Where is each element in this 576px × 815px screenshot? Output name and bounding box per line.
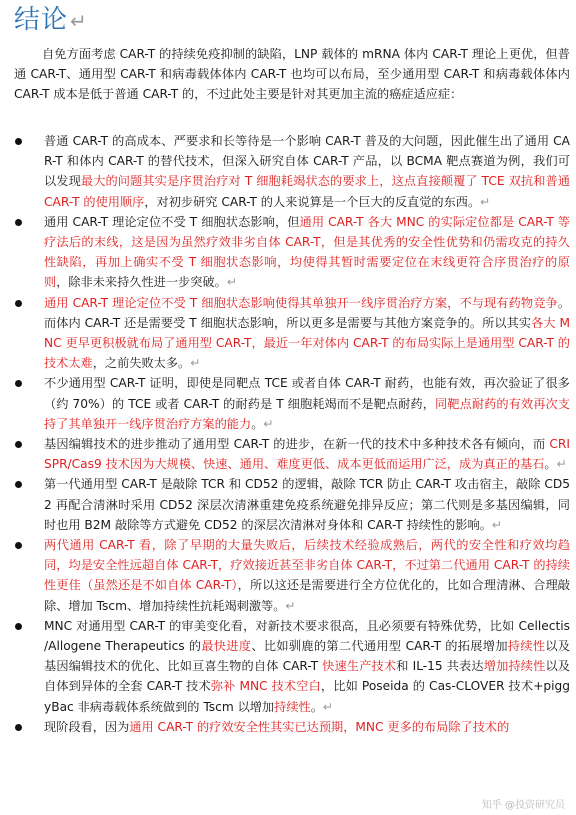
bullet-dot-icon <box>15 542 22 549</box>
intro-paragraph: 自免方面考虑 CAR-T 的持续免疫抑制的缺陷，LNP 载体的 mRNA 体内 CAR-T 理论上更优，但普通 CAR-T、通用型 CAR-T 和病毒载体体内 CAR-T 也均可以布局，至少通用型 CAR-T 和病毒载体体内 CAR-T 成本是低于普通 CAR-T 的，不过此处主要是针对其更加主流的癌症适应症： <box>14 47 570 102</box>
bullet-dot-icon <box>15 623 22 630</box>
bullet-text: 以及基因编辑技术的优化、比如亘喜生物的自体 CAR-T <box>44 639 571 674</box>
bullet-text: 。 <box>310 699 323 714</box>
bullet-dot-icon <box>15 441 22 448</box>
highlighted-text: 通用 CAR-T 的疗效安全性其实已达预期，MNC 更多的布局除了技术的 <box>129 719 510 734</box>
bullet-text: 。而体内 CAR-T 还是需要受 T 细胞状态影响，所以更多是需要与其他方案竞争的。所以其实 <box>44 295 570 330</box>
bullet-dot-icon <box>15 724 22 731</box>
bullet-text: 。 <box>251 416 264 431</box>
bullet-item <box>0 717 576 737</box>
highlighted-text: 持续性 <box>507 639 546 654</box>
bullet-dot-icon <box>15 138 22 145</box>
bullet-text: ，除非未来持久性进一步突破。 <box>56 275 227 290</box>
bullet-text: 基因编辑技术的进步推动了通用型 CAR-T 的进步，在新一代的技术中多种技术各有倾向，而 <box>44 437 550 452</box>
bullet-item <box>0 474 576 535</box>
highlighted-text: CRISPR/Cas9 技术因为大规模、快速、通用、难度更低、成本更低而运用广泛，成为真正的基石 <box>44 437 570 472</box>
bullet-text: ，比如 Poseida 的 Cas-CLOVER 技术+piggyBac 非病毒载体系统做到的 Tscm 以增加 <box>44 679 570 714</box>
highlighted-text: 快速生产技术 <box>322 659 397 674</box>
bullet-item <box>0 616 576 717</box>
conclusion-bullet-list <box>0 131 576 737</box>
highlighted-text: 弥补 MNC 技术空白 <box>210 679 321 694</box>
highlighted-text: 最快进度 <box>201 639 252 654</box>
bullet-item <box>0 535 576 616</box>
highlighted-text: 最大的问题其实是序贯治疗对 T 细胞耗竭状态的要求上，这点直接颠覆了 TCE 双抗和普通 CAR-T 的使用顺序 <box>44 174 570 209</box>
bullet-text: ，对初步研究 CAR-T 的人来说算是一个巨大的反直觉的东西。 <box>144 194 481 209</box>
paragraph-mark: ↵ <box>322 699 334 714</box>
highlighted-text: 持续性 <box>274 699 311 714</box>
highlighted-text: 两代通用 CAR-T 看，除了早期的大量失败后，后续技术经验成熟后，两代的安全性和疗效均趋同，均是安全性远超自体 CAR-T，疗效接近甚至非劣自体 CAR-T，不过第二代通用 CAR-T 的持续性更佳（虽然还是不如自体 CAR-T） <box>44 538 570 593</box>
section-title-text: 结论 <box>14 5 69 35</box>
bullet-dot-icon <box>15 481 22 488</box>
paragraph-mark: ↵ <box>190 356 201 371</box>
watermark: 知乎 @投资研究员 <box>479 796 568 811</box>
bullet-item <box>0 293 576 374</box>
bullet-item <box>0 434 576 474</box>
paragraph-mark: ↵ <box>70 9 88 33</box>
bullet-item <box>0 212 576 293</box>
bullet-text: 第一代通用型 CAR-T 是敲除 TCR 和 CD52 的逻辑，敲除 TCR 防止 CAR-T 攻击宿主，敲除 CD52 再配合清淋时采用 CD52 深层次清淋重建免疫系统避免排异反应；第二代则是多基因编辑，同时也用 B2M 敲除等方式避免 CD52 的深层次清淋对身体和 CAR-T 持续性的影响。 <box>44 477 570 532</box>
bullet-text: ，之前失败太多。 <box>92 356 191 371</box>
bullet-text: ，所以这还是需要进行全方位优化的，比如合理清淋、合理敲除、增加 Tscm、增加持续性抗耗竭刺激等。 <box>44 578 570 613</box>
bullet-text: 。 <box>544 457 557 472</box>
bullet-text: 和 IL-15 共表达 <box>396 659 484 674</box>
bullet-text: 普通 CAR-T 的高成本、严要求和长等待是一个影响 CAR-T 普及的大问题，因此催生出了通用 CAR-T 和体内 CAR-T 的替代技术，但深入研究自体 CAR-T 产品，以 BCMA 靶点赛道为例，我们可以发现 <box>44 134 570 189</box>
bullet-dot-icon <box>15 219 22 226</box>
highlighted-text: 增加持续性 <box>483 659 546 674</box>
highlighted-text: 通用 CAR-T 各大 MNC 的实际定位都是 CAR-T 等疗法后的末线，这是因为虽然疗效非劣自体 CAR-T，但是其优秀的安全性优势和仍需攻克的持久性缺陷，再加上确实不受 T 细胞状态影响，均使得其暂时需要定位在末线更符合序贯治疗的原则 <box>44 214 570 290</box>
highlighted-text: 同靶点耐药的有效再次支持了其单独开一线序贯治疗方案的能力 <box>44 396 570 431</box>
bullet-text: 不少通用型 CAR-T 证明，即使是同靶点 TCE 或者自体 CAR-T 耐药，也能有效，再次验证了很多（约 70%）的 TCE 或者 CAR-T 的耐药是 T 细胞耗竭而不是靶点耐药， <box>44 376 570 411</box>
paragraph-mark: ↵ <box>491 517 503 532</box>
bullet-text: 以及自体到异体的全套 CAR-T 技术 <box>44 659 571 694</box>
paragraph-mark: ↵ <box>480 194 491 209</box>
bullet-text: 现阶段看，因为 <box>44 719 130 734</box>
bullet-text: 通用 CAR-T 理论定位不受 T 细胞状态影响，但 <box>44 214 300 229</box>
bullet-item <box>0 373 576 434</box>
bullet-text: 、比如驯鹿的第二代通用型 CAR-T 的拓展增加 <box>251 639 508 654</box>
paragraph-mark: ↵ <box>285 598 296 613</box>
bullet-item <box>0 131 576 212</box>
bullet-dot-icon <box>15 380 22 387</box>
bullet-dot-icon <box>15 300 22 307</box>
paragraph-mark: ↵ <box>263 416 274 431</box>
section-title <box>14 2 88 39</box>
paragraph-mark: ↵ <box>226 275 238 290</box>
highlighted-text: 各大 MNC 更早更积极就布局了通用型 CAR-T，最近一年对体内 CAR-T 的布局实际上是通用型 CAR-T 的技术太难 <box>44 315 570 371</box>
bullet-text: MNC 对通用型 CAR-T 的审美变化看，对新技术要求很高，且必须要有特殊优势，比如 Cellectis /Allogene Therapeutics 的 <box>44 618 570 654</box>
paragraph-mark: ↵ <box>556 457 567 472</box>
highlighted-text: 通用 CAR-T 理论定位不受 T 细胞状态影响使得其单独开一线序贯治疗方案，不与现有药物竞争 <box>44 295 558 310</box>
